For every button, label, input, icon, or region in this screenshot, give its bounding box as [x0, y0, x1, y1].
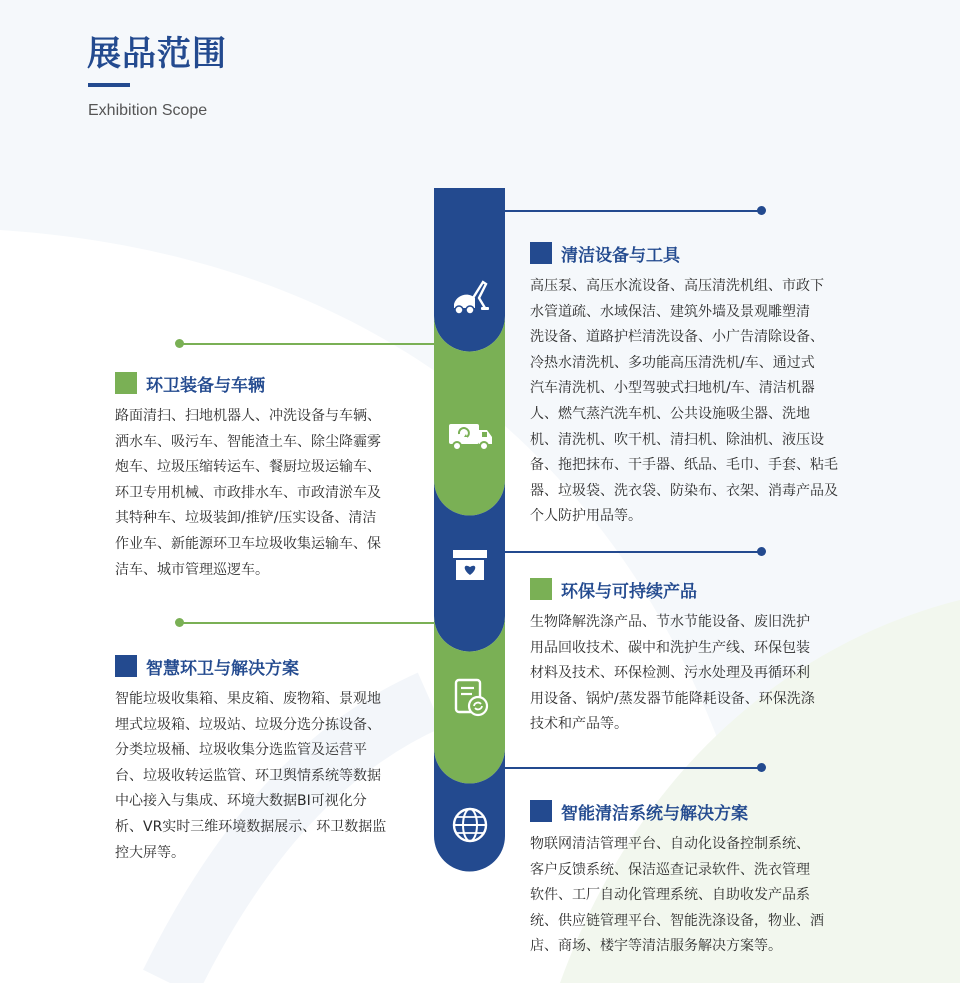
title-underline: [88, 83, 130, 87]
page-title: 展品范围: [87, 34, 227, 74]
connector-line: [180, 343, 434, 345]
connector-dot: [757, 763, 766, 772]
section-title: 智能清洁系统与解决方案: [561, 803, 748, 824]
section-eco-products: [530, 576, 870, 738]
section-title: 环卫装备与车辆: [146, 375, 265, 396]
section-marker: [115, 372, 137, 394]
section-body: 智能垃圾收集箱、果皮箱、废物箱、景观地 埋式垃圾箱、垃圾站、垃圾分选分拣设备、 分类垃圾桶、垃圾收集分选监管及运营平 台、垃圾收转运监管、环卫舆情系统等数据 中心接入与集成、环境大数据BI可视化分 析、VR实时三维环境数据展示、环卫数据监 控大屏等。: [115, 691, 387, 861]
section-body: 路面清扫、扫地机器人、冲洗设备与车辆、 洒水车、吸污车、智能渣土车、除尘降霾雾 炮车、垃圾压缩转运车、餐厨垃圾运输车、 环卫专用机械、市政排水车、市政清淤车及 其特种车、垃圾装卸/推铲/压实设备、清洁 作业车、新能源环卫车垃圾收集运输车、保 洁车、城市管理巡逻车。: [115, 408, 381, 578]
section-marker: [530, 578, 552, 600]
connector-dot: [175, 618, 184, 627]
section-title: 环保与可持续产品: [561, 581, 697, 602]
section-title: 智慧环卫与解决方案: [146, 658, 299, 679]
section-smart-sanitation: [115, 653, 425, 866]
section-marker: [530, 242, 552, 264]
section-sanitation-vehicles: [115, 370, 425, 583]
connector-line: [505, 551, 761, 553]
section-cleaning-equipment: [530, 240, 870, 530]
gift-box-heart-icon: [445, 540, 495, 590]
section-title: 清洁设备与工具: [561, 245, 680, 266]
connector-dot: [175, 339, 184, 348]
connector-dot: [757, 206, 766, 215]
section-body: 物联网清洁管理平台、自动化设备控制系统、 客户反馈系统、保洁巡查记录软件、洗衣管理 软件、工厂自动化管理系统、自助收发产品系 统、供应链管理平台、智能洗涤设备，物业、酒 店、商场、楼宇等清洁服务解决方案等。: [530, 836, 824, 955]
section-marker: [530, 800, 552, 822]
section-marker: [115, 655, 137, 677]
section-smart-cleaning: [530, 798, 870, 960]
globe-network-icon: [445, 800, 495, 850]
page-subtitle: Exhibition Scope: [88, 102, 208, 119]
connector-line: [505, 210, 761, 212]
vacuum-cleaner-icon: [445, 274, 495, 324]
connector-line: [505, 767, 761, 769]
section-body: 生物降解洗涤产品、节水节能设备、废旧洗护 用品回收技术、碳中和洗护生产线、环保包装 材料及技术、环保检测、污水处理及再循环利 用设备、锅炉/蒸发器节能降耗设备、环保洗涤 技术和产品等。: [530, 614, 815, 733]
recycle-document-icon: [445, 672, 495, 722]
connector-line: [180, 622, 434, 624]
section-body: 高压泵、高压水流设备、高压清洗机组、市政下 水管道疏、水域保洁、建筑外墙及景观雕塑清 洗设备、道路护栏清洗设备、小广告清除设备、 冷热水清洗机、多功能高压清洗机/车、通过式 汽车清洗机、小型驾驶式扫地机/车、清洁机器 人、燃气蒸汽洗车机、公共设施吸尘器、洗地 机、清洗机、吹干机、清扫机、除油机、液压设 备、拖把抹布、干手器、纸品、毛巾、手套、粘毛 器、垃圾袋、洗衣袋、防染布、衣架、消毒产品及 个人防护用品等。: [530, 278, 838, 525]
garbage-truck-icon: [445, 410, 495, 460]
connector-dot: [757, 547, 766, 556]
